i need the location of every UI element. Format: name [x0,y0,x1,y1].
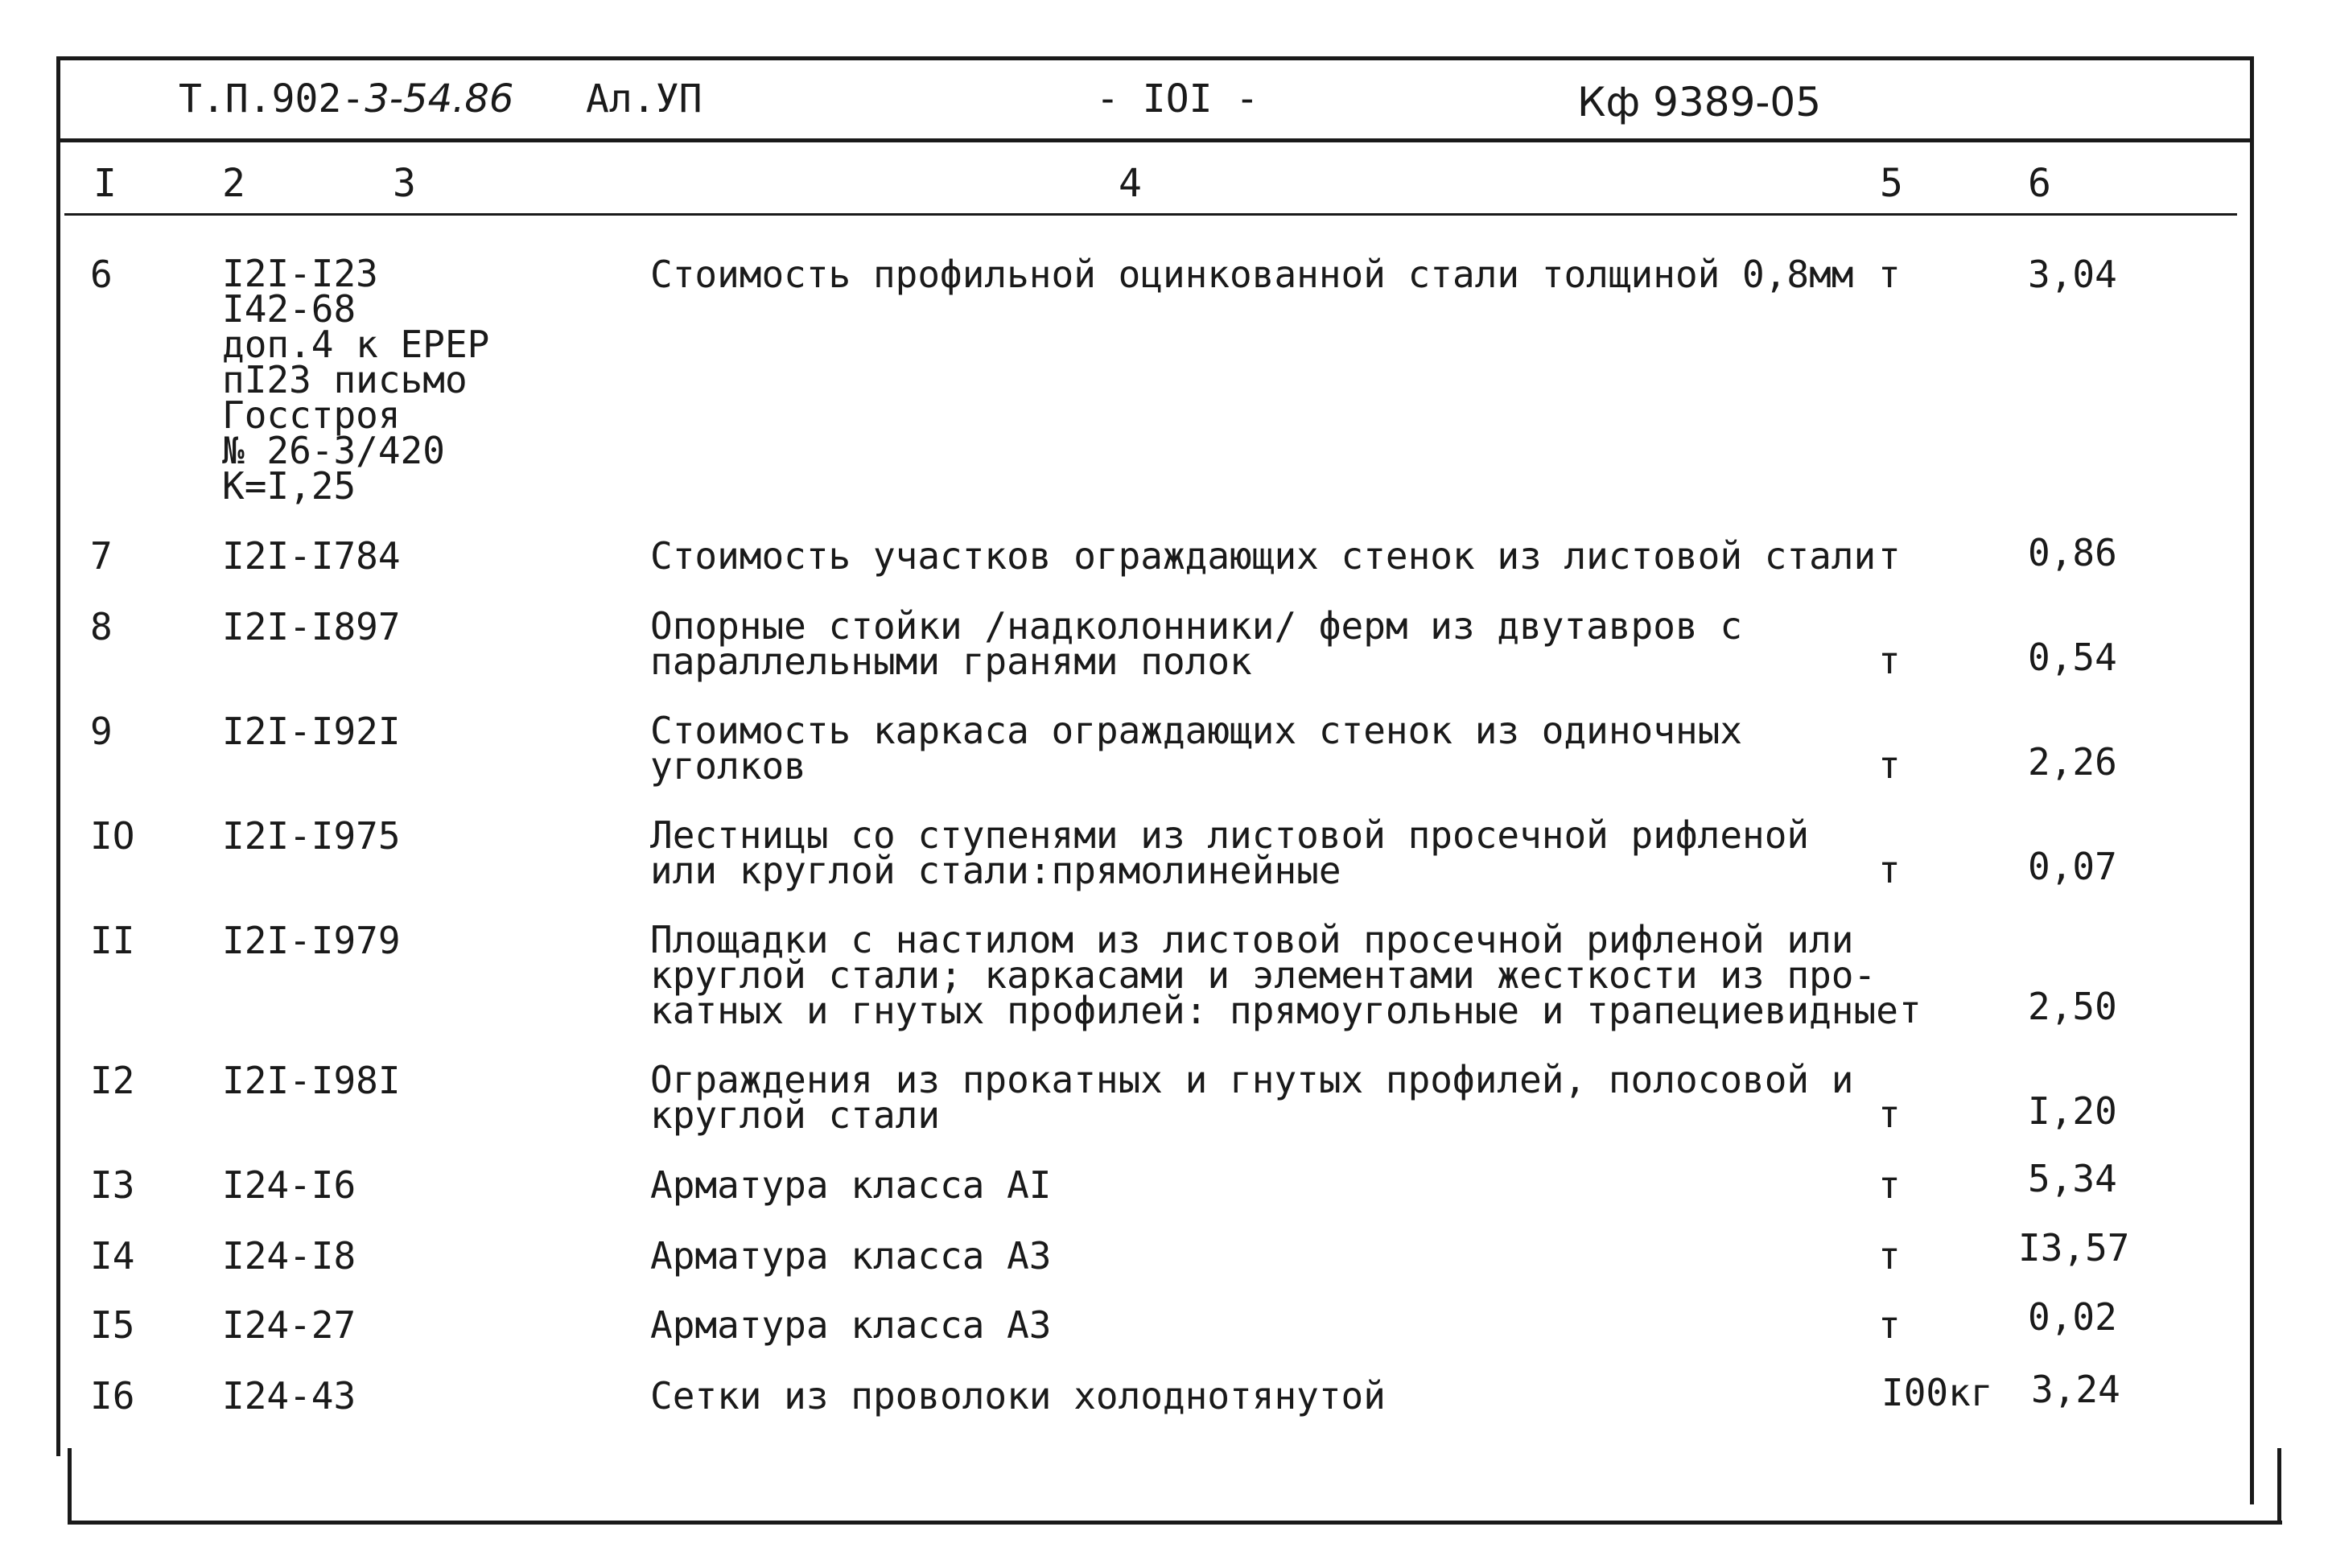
frame-right-lower-edge [2277,1448,2281,1525]
row-15-unit: т [1878,1303,1901,1347]
row-8-unit: т [1878,639,1901,682]
row-13-code: I24-I6 [222,1163,356,1207]
row-14-unit: т [1878,1234,1901,1278]
row-7-desc: Стоимость участков ограждающих стенок из листовой стали [650,534,1877,578]
row-12-desc: Ограждения из прокатных и гнутых профилей, полосовой и круглой стали [650,1058,1854,1137]
row-8-desc: Опорные стойки /надколонники/ ферм из двутавров с параллельными гранями полок [650,604,1743,683]
doc-number [179,76,514,121]
doc-number-handwritten: 3-54.86 [365,76,514,121]
row-15-qty: 0,02 [2028,1295,2117,1339]
row-16-qty: 3,24 [2031,1368,2120,1411]
frame-right-edge [2250,56,2254,1504]
row-12-unit: т [1878,1093,1901,1136]
row-16-num: I6 [90,1374,135,1418]
row-13-unit: т [1878,1163,1901,1207]
row-13-desc: Арматура класса АI [650,1163,1052,1207]
row-6-num: 6 [90,253,113,296]
row-6-qty: 3,04 [2028,253,2117,296]
row-10-code: I2I-I975 [222,814,401,858]
row-15-code: I24-27 [222,1303,356,1347]
row-6-desc: Стоимость профильной оцинкованной стали толщиной 0,8мм [650,253,1854,296]
row-15-num: I5 [90,1303,135,1347]
row-16-unit: I00кг [1881,1371,1993,1414]
frame-left-lower-edge [68,1448,72,1525]
archive-code: Кф 9389-05 [1577,79,1822,126]
row-11-qty: 2,50 [2028,985,2117,1028]
row-7-unit: т [1878,534,1901,578]
row-11-desc: Площадки с настилом из листовой просечной рифленой или круглой стали; каркасами и элементами жесткости из про- катных и гнутых профилей: прямоугольные и трапециевидные [650,918,1898,1032]
row-6-code: I2I-I23 I42-68 доп.4 к ЕРЕР пI23 письмо Госстроя № 26-3/420 К=I,25 [222,252,490,508]
row-10-qty: 0,07 [2028,845,2117,888]
row-14-code: I24-I8 [222,1234,356,1278]
row-9-num: 9 [90,710,113,753]
row-13-qty: 5,34 [2028,1157,2117,1200]
column-header-divider [64,213,2237,216]
row-14-desc: Арматура класса А3 [650,1234,1052,1278]
row-12-num: I2 [90,1059,135,1102]
row-6-unit: т [1878,253,1901,296]
row-13-num: I3 [90,1163,135,1207]
row-14-qty: I3,57 [2018,1226,2130,1270]
row-9-code: I2I-I92I [222,710,401,753]
row-8-code: I2I-I897 [222,605,401,648]
row-7-qty: 0,86 [2028,531,2117,574]
row-11-num: II [90,919,135,962]
row-16-code: I24-43 [222,1374,356,1418]
row-8-num: 8 [90,605,113,648]
doc-number-prefix: Т.П.902- [179,76,365,121]
row-10-num: IO [90,814,135,858]
col-header-3: 3 [393,161,416,206]
page-number: - IOI - [1096,76,1259,121]
row-7-num: 7 [90,534,113,578]
row-12-qty: I,20 [2028,1089,2117,1133]
row-12-code: I2I-I98I [222,1059,401,1102]
col-header-2: 2 [222,161,245,206]
row-8-qty: 0,54 [2028,636,2117,679]
row-9-unit: т [1878,743,1901,787]
album-label: Ал.УП [586,76,703,121]
col-header-4: 4 [1119,161,1142,206]
row-16-desc: Сетки из проволоки холоднотянутой [650,1374,1386,1418]
row-15-desc: Арматура класса А3 [650,1303,1052,1347]
frame-bottom-edge [68,1521,2282,1525]
row-9-desc: Стоимость каркаса ограждающих стенок из одиночных уголков [650,709,1743,788]
col-header-1: I [93,161,117,206]
header-divider [56,138,2254,142]
row-9-qty: 2,26 [2028,740,2117,784]
row-11-code: I2I-I979 [222,919,401,962]
row-10-desc: Лестницы со ступенями из листовой просечной рифленой или круглой стали:прямолинейные [650,813,1810,892]
col-header-6: 6 [2028,161,2051,206]
row-10-unit: т [1878,848,1901,891]
col-header-5: 5 [1880,161,1903,206]
row-7-code: I2I-I784 [222,534,401,578]
row-11-unit: т [1899,988,1922,1031]
row-14-num: I4 [90,1234,135,1278]
